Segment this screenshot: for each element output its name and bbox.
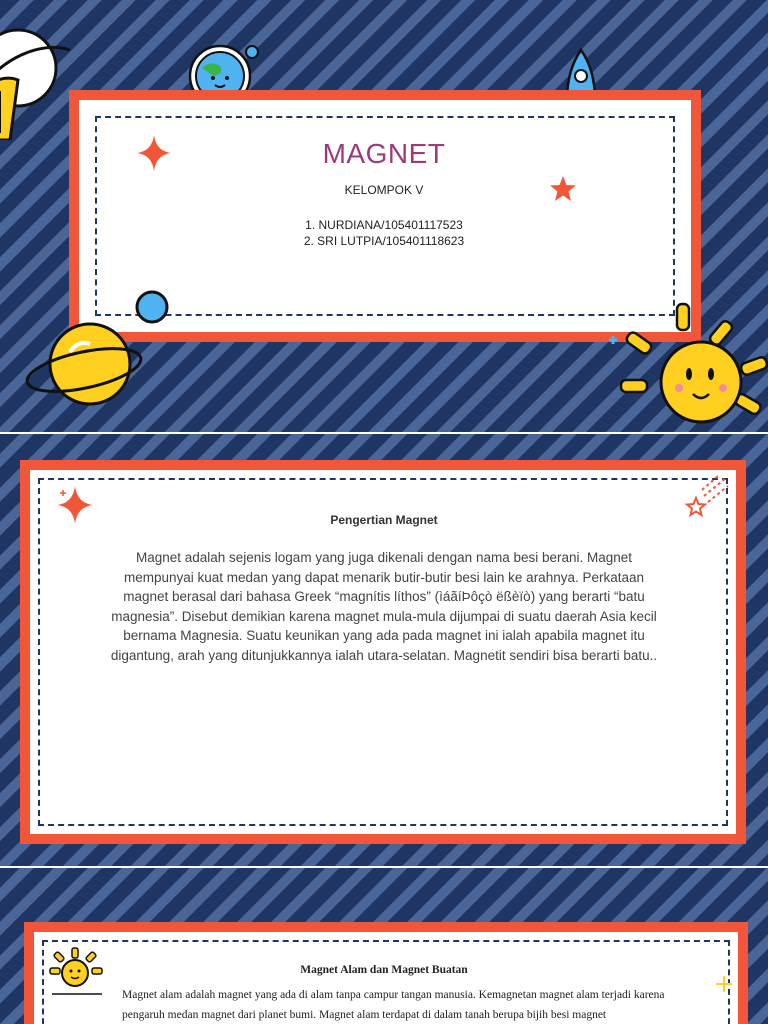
shooting-star-icon [682,474,730,518]
member-item: 2. SRI LUTPIA/105401118623 [303,234,465,248]
slide-definition [0,434,768,866]
section-heading: Magnet Alam dan Magnet Buatan [300,964,468,976]
section-heading: Pengertian Magnet [330,513,438,527]
page-title: MAGNET [322,138,446,169]
sparkle-icon [716,976,732,992]
sun-icon [605,300,768,432]
planet-icon [22,312,152,412]
slide-natural-artificial-magnet [0,868,768,1024]
member-item: 1. NURDIANA/105401117523 [305,218,463,232]
slide-title [0,0,768,432]
ringed-planet-icon [0,20,80,140]
member-list [0,217,768,249]
section-body: Magnet adalah sejenis logam yang juga dikenali dengan nama besi berani. Magnet mempunyai kuat medan yang dapat menarik butir-butir besi lain ke arahnya. Perkataan magnet berasal dari bahasa Greek “magnítis líthos” (ìáãíÞôçò ëßèïò) yang berarti “batu magnesia”. Disebut demikian karena magnet mula-mula dijumpai di suatu daerah Asia kecil bernama Magnesia. Suatu keunikan yang ada pada magnet ini ialah apabila magnet itu digantung, arah yang ditunjukkannya ialah utara-selatan. Magnetit sendiri bisa berarti batu.. [110,550,658,663]
group-subtitle: KELOMPOK V [344,183,424,197]
section-body: Magnet alam adalah magnet yang ada di alam tanpa campur tangan manusia. Kemagnetan magnet alam terjadi karena pengaruh medan magnet dari planet bumi. Magnet alam terdapat di dalam tanah berupa bijih besi magnet [122,989,665,1021]
